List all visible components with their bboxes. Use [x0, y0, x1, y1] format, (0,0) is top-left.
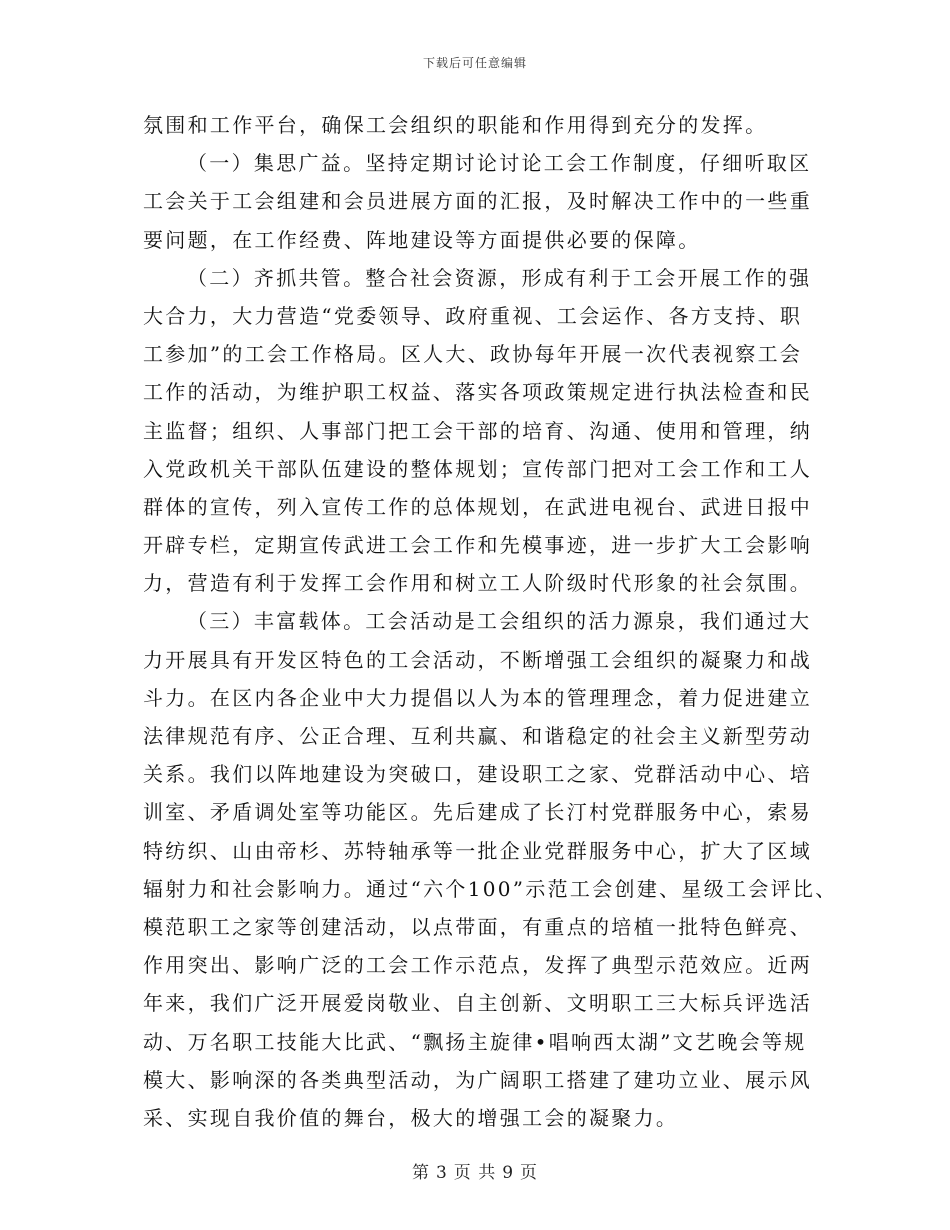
text-line: 模大、影响深的各类典型活动，为广阔职工搭建了建功立业、展示风 — [143, 1067, 812, 1092]
text-line: 模范职工之家等创建活动，以点带面，有重点的培植一批特色鲜亮、 — [143, 914, 812, 939]
text-line: 氛围和工作平台，确保工会组织的职能和作用得到充分的发挥。 — [143, 113, 768, 137]
text-line: 开辟专栏，定期宣传武进工会工作和先模事迹，进一步扩大工会影响 — [143, 533, 812, 558]
footer-prefix: 第 — [411, 1163, 430, 1183]
header-note: 下载后可任意编辑 — [422, 56, 527, 70]
footer-total-pages: 9 — [502, 1163, 515, 1183]
text-line: （二）齐抓共管。整合社会资源，形成有利于工会开展工作的强 — [187, 265, 812, 290]
text-line: 工作的活动，为维护职工权益、落实各项政策规定进行执法检查和民 — [143, 380, 812, 405]
text-line: 法律规范有序、公正合理、互利共赢、和谐稳定的社会主义新型劳动 — [143, 724, 812, 748]
text-line: 力开展具有开发区特色的工会活动，不断增强工会组织的凝聚力和战 — [143, 647, 812, 672]
text-line: （三）丰富载体。工会活动是工会组织的活力源泉，我们通过大 — [187, 609, 812, 634]
text-line: 大合力，大力营造“党委领导、政府重视、工会运作、各方支持、职 — [143, 303, 803, 328]
text-line: 动、万名职工技能大比武、“飘扬主旋律•唱响西太湖”文艺晚会等规 — [143, 1029, 807, 1054]
text-line: 要问题，在工作经费、阵地建设等方面提供必要的保障。 — [143, 227, 701, 252]
text-line: 入党政机关干部队伍建设的整体规划；宣传部门把对工会工作和工人 — [143, 456, 812, 481]
text-line: 工参加”的工会工作格局。区人大、政协每年开展一次代表视察工会 — [143, 342, 803, 367]
text-line: 辐射力和社会影响力。通过“六个100”示范工会创建、星级工会评比、 — [143, 876, 838, 901]
footer-mid: 页 共 — [453, 1163, 497, 1183]
text-line: （一）集思广益。坚持定期讨论讨论工会工作制度，仔细听取区 — [187, 151, 812, 176]
footer-current-page: 3 — [435, 1163, 448, 1183]
text-line: 特纺织、山由帝杉、苏特轴承等一批企业党群服务中心，扩大了区域 — [143, 838, 812, 863]
text-line: 斗力。在区内各企业中大力提倡以人为本的管理理念，着力促进建立 — [143, 685, 812, 710]
text-line: 群体的宣传，列入宣传工作的总体规划，在武进电视台、武进日报中 — [143, 494, 812, 519]
footer-suffix: 页 — [520, 1163, 539, 1183]
text-line: 关系。我们以阵地建设为突破口，建设职工之家、党群活动中心、培 — [143, 762, 812, 787]
text-line: 年来，我们广泛开展爱岗敬业、自主创新、文明职工三大标兵评选活 — [143, 991, 812, 1016]
body-text — [143, 106, 838, 1137]
page-footer — [0, 1158, 950, 1183]
text-line: 采、实现自我价值的舞台，极大的增强工会的凝聚力。 — [143, 1105, 679, 1130]
text-line: 主监督；组织、人事部门把工会干部的培育、沟通、使用和管理，纳 — [143, 418, 812, 443]
text-line: 训室、矛盾调处室等功能区。先后建成了长汀村党群服务中心，索易 — [143, 800, 812, 825]
text-line: 力，营造有利于发挥工会作用和树立工人阶级时代形象的社会氛围。 — [143, 571, 812, 596]
text-line: 工会关于工会组建和会员进展方面的汇报，及时解决工作中的一些重 — [143, 189, 812, 214]
text-line: 作用突出、影响广泛的工会工作示范点，发挥了典型示范效应。近两 — [143, 953, 812, 978]
